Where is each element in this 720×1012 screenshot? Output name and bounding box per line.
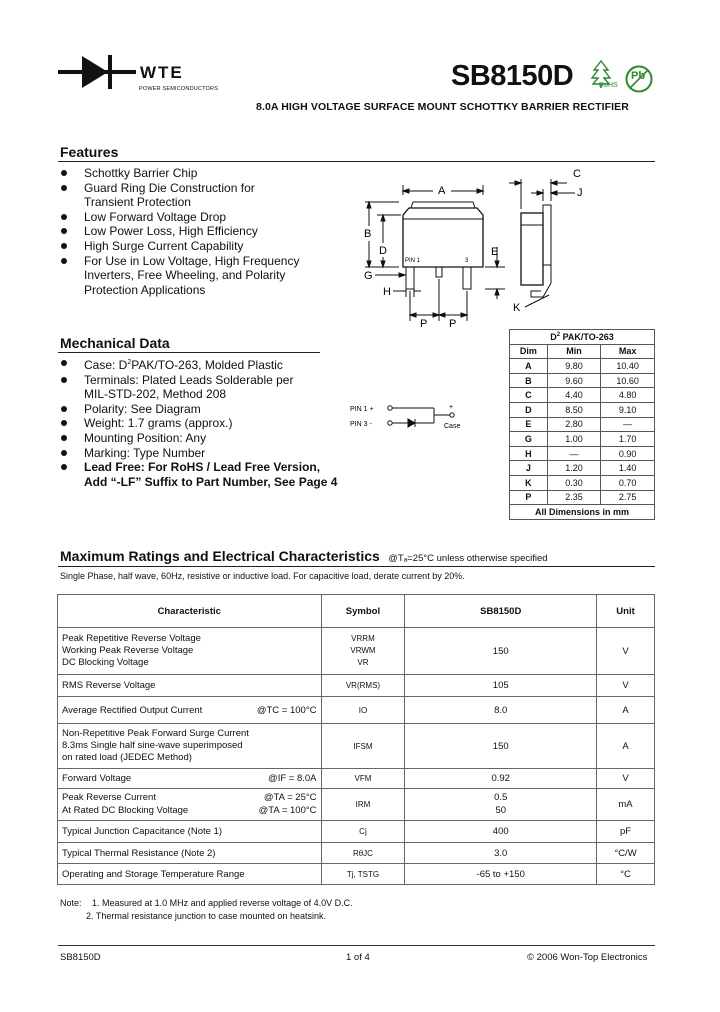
max-header: Max bbox=[601, 344, 655, 359]
case-plus-label: + bbox=[449, 404, 454, 411]
table-row: Typical Thermal Resistance (Note 2) RθJC 3.0 °C/W bbox=[58, 843, 655, 864]
mechanical-item: Terminals: Plated Leads Solderable per MIL-STD-202, Method 208 bbox=[58, 373, 358, 402]
characteristic-header: Characteristic bbox=[58, 595, 322, 628]
product-subtitle: 8.0A HIGH VOLTAGE SURFACE MOUNT SCHOTTKY BARRIER RECTIFIER bbox=[256, 101, 629, 113]
ratings-rule bbox=[58, 566, 655, 567]
footer-page: 1 of 4 bbox=[346, 952, 370, 963]
dim-label-d: D bbox=[379, 245, 387, 257]
lead-free-item: Lead Free: For RoHS / Lead Free Version, Add “-LF” Suffix to Part Number, See Page 4 bbox=[58, 460, 358, 489]
mechanical-title: Mechanical Data bbox=[60, 335, 170, 351]
footer-rule bbox=[58, 945, 655, 946]
table-row: A 9.80 10.40 bbox=[510, 359, 655, 374]
footer-part: SB8150D bbox=[60, 952, 101, 963]
note-item: 1. Measured at 1.0 MHz and applied reverse voltage of 4.0V D.C. bbox=[92, 898, 353, 908]
table-row: Peak Reverse Current @TA = 25°C At Rated DC Blocking Voltage @TA = 100°C IRM 0.5 50 mA bbox=[58, 789, 655, 821]
table-row: C 4.40 4.80 bbox=[510, 388, 655, 403]
feature-item: For Use in Low Voltage, High Frequency Inverters, Free Wheeling, and Polarity Protection Applications bbox=[58, 254, 348, 298]
dim-label-a: A bbox=[438, 185, 446, 197]
ratings-table bbox=[57, 594, 655, 885]
table-row: Average Rectified Output Current @TC = 100°C IO 8.0 A bbox=[58, 697, 655, 724]
table-row: B 9.60 10.60 bbox=[510, 373, 655, 388]
table-row: K 0.30 0.70 bbox=[510, 475, 655, 490]
table-row: H — 0.90 bbox=[510, 446, 655, 461]
min-header: Min bbox=[547, 344, 601, 359]
ratings-heading bbox=[60, 548, 548, 566]
mechanical-item: Mounting Position: Any bbox=[58, 431, 358, 446]
pin1-label: PIN 1 bbox=[405, 258, 421, 264]
table-row: E 2.80 — bbox=[510, 417, 655, 432]
table-row: RMS Reverse Voltage VR(RMS) 105 V bbox=[58, 675, 655, 697]
feature-item: High Surge Current Capability bbox=[58, 239, 348, 254]
mechanical-rule bbox=[58, 352, 320, 353]
ratings-title: Maximum Ratings and Electrical Characteristics bbox=[60, 548, 380, 564]
table-row: Non-Repetitive Peak Forward Surge Current 8.3ms Single half sine-wave superimposed on rated load (JEDEC Method) IFSM 150 A bbox=[58, 724, 655, 769]
table-row: Forward Voltage @IF = 8.0A VFM 0.92 V bbox=[58, 769, 655, 789]
mechanical-item: Case: $D^2PAK/TO-263$, Molded Plastic bbox=[58, 356, 358, 373]
dimensions-footer: All Dimensions in mm bbox=[510, 505, 655, 520]
dimensions-table-title: $D^2$ PAK/TO-263 bbox=[510, 330, 655, 345]
mechanical-item: Marking: Type Number bbox=[58, 446, 358, 461]
feature-item: Low Forward Voltage Drop bbox=[58, 210, 348, 225]
dim-label-p2: P bbox=[449, 318, 457, 330]
dim-label-b: B bbox=[364, 228, 372, 240]
table-row: Peak Repetitive Reverse Voltage Working Peak Reverse Voltage DC Blocking Voltage VRRM VRWM VR 150 V bbox=[58, 628, 655, 675]
table-row: G 1.00 1.70 bbox=[510, 432, 655, 447]
table-row: D 8.50 9.10 bbox=[510, 402, 655, 417]
symbol-header: Symbol bbox=[321, 595, 405, 628]
dimensions-table bbox=[509, 329, 655, 520]
dim-header: Dim bbox=[510, 344, 548, 359]
feature-item: Low Power Loss, High Efficiency bbox=[58, 224, 348, 239]
notes-label: Note: bbox=[60, 898, 82, 908]
features-list bbox=[58, 166, 348, 297]
brand-subtitle: POWER SEMICONDUCTORS bbox=[139, 86, 219, 92]
footer-copyright: © 2006 Won-Top Electronics bbox=[527, 952, 648, 963]
dim-label-h: H bbox=[383, 286, 391, 298]
ratings-note-line: Single Phase, half wave, 60Hz, resistive or inductive load. For capacitive load, derate current by 20%. bbox=[60, 571, 465, 581]
notes-block bbox=[60, 897, 353, 922]
unit-header: Unit bbox=[597, 595, 655, 628]
ratings-condition: @Tₐ=25°C unless otherwise specified bbox=[388, 553, 548, 564]
dim-label-j: J bbox=[577, 187, 583, 199]
table-row: Typical Junction Capacitance (Note 1) Cj 400 pF bbox=[58, 821, 655, 843]
wte-logo-diode-icon bbox=[58, 52, 136, 94]
table-row: P 2.35 2.75 bbox=[510, 490, 655, 505]
features-title: Features bbox=[60, 144, 119, 160]
pin3-label: 3 bbox=[465, 258, 469, 264]
pb-label: Pb bbox=[631, 70, 646, 82]
dim-label-p1: P bbox=[420, 318, 428, 330]
pin-polarity-diagram bbox=[350, 398, 475, 434]
brand-name: WTE bbox=[140, 63, 184, 82]
pin3-minus-label: PIN 3 - bbox=[350, 421, 372, 428]
table-row: Operating and Storage Temperature Range Tj, TSTG -65 to +150 °C bbox=[58, 864, 655, 885]
value-header: SB8150D bbox=[405, 595, 597, 628]
case-label: Case bbox=[444, 423, 461, 430]
table-row: J 1.20 1.40 bbox=[510, 461, 655, 476]
feature-item: Guard Ring Die Construction for Transient Protection bbox=[58, 181, 348, 210]
part-number: SB8150D bbox=[451, 60, 574, 92]
rohs-label: RoHS bbox=[599, 82, 618, 89]
mechanical-item: Weight: 1.7 grams (approx.) bbox=[58, 416, 358, 431]
pin1-plus-label: PIN 1 + bbox=[350, 406, 374, 413]
dim-label-e: E bbox=[491, 246, 499, 258]
mechanical-list bbox=[58, 356, 358, 489]
mechanical-item: Polarity: See Diagram bbox=[58, 402, 358, 417]
dim-label-g: G bbox=[364, 270, 373, 282]
package-outline-diagram bbox=[355, 165, 655, 333]
feature-item: Schottky Barrier Chip bbox=[58, 166, 348, 181]
dim-label-k: K bbox=[513, 302, 521, 314]
features-rule bbox=[58, 161, 655, 162]
note-item: 2. Thermal resistance junction to case mounted on heatsink. bbox=[86, 910, 326, 921]
dim-label-c: C bbox=[573, 168, 581, 180]
